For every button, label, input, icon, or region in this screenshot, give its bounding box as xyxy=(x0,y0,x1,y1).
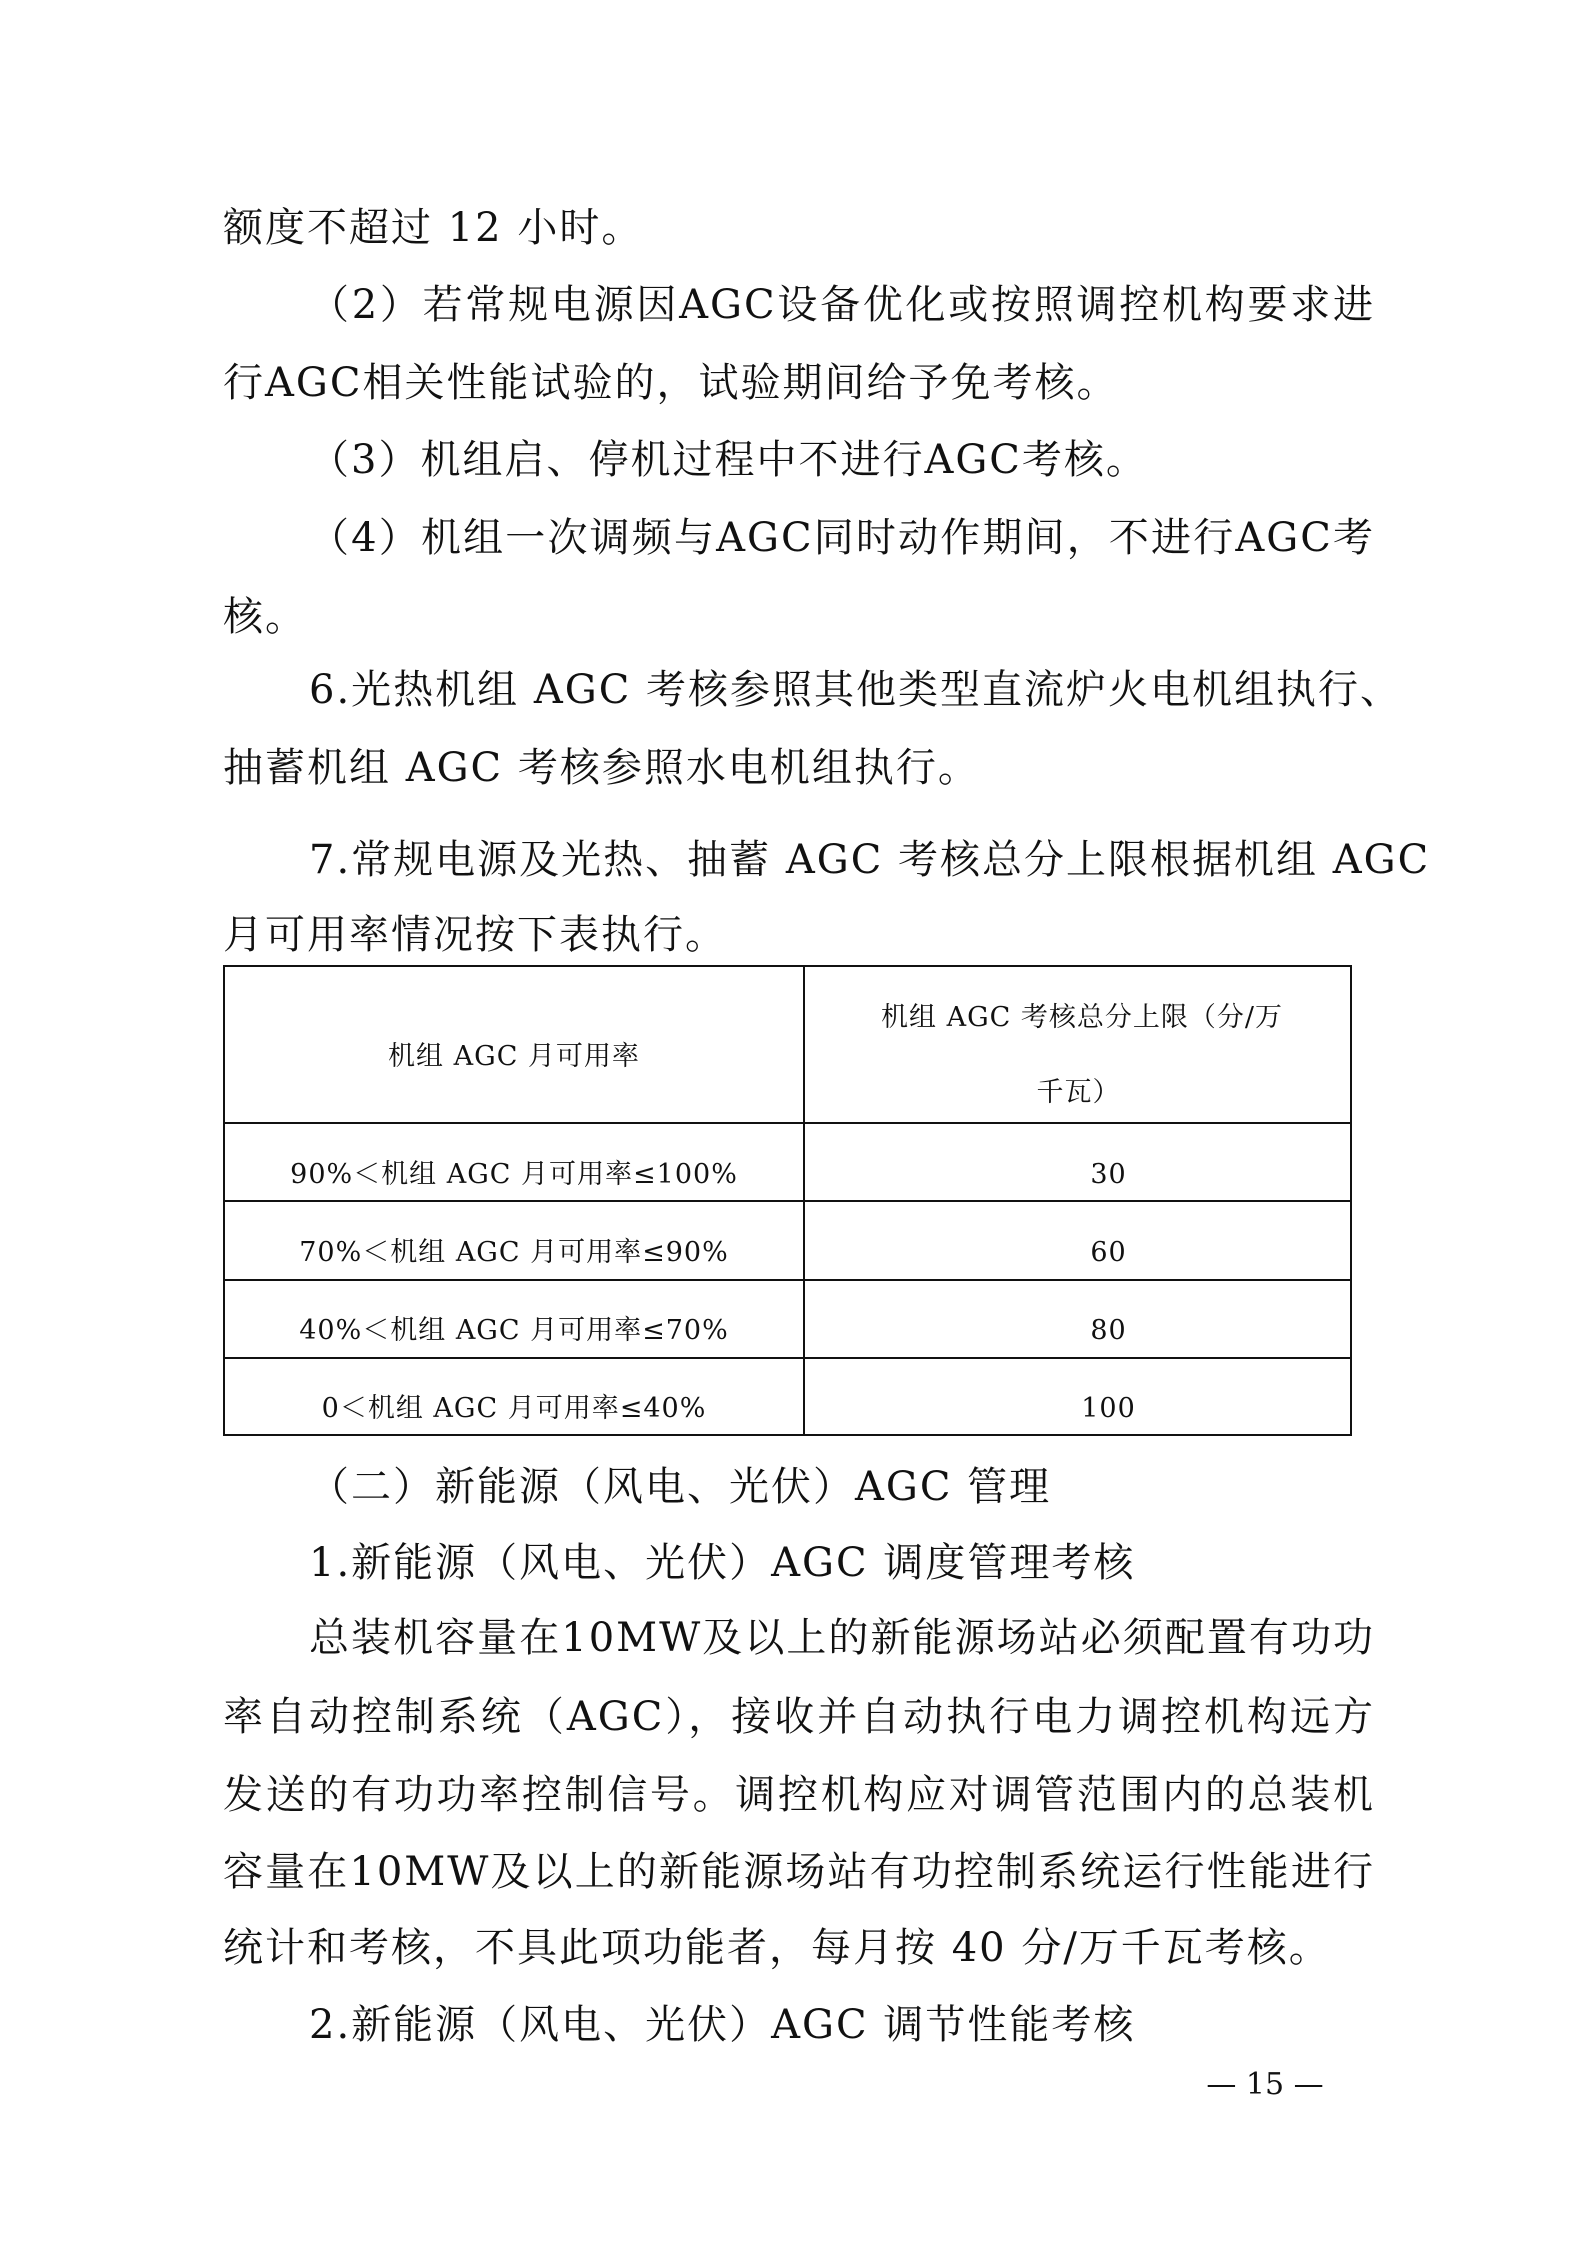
subsection-heading: 2.新能源（风电、光伏）AGC 调节性能考核 xyxy=(309,2002,1136,2048)
table-row-divider xyxy=(225,1200,1350,1202)
paragraph-line: 总装机容量在10MW及以上的新能源场站必须配置有功功 xyxy=(309,1615,1375,1661)
page-number: — 15 — xyxy=(1206,2067,1324,2102)
table-header-availability: 机组 AGC 月可用率 xyxy=(388,1041,640,1072)
table-row-divider xyxy=(225,1279,1350,1281)
paragraph-line: 额度不超过 12 小时。 xyxy=(223,205,644,251)
table-row-divider xyxy=(225,1357,1350,1359)
table-cell-limit: 100 xyxy=(1081,1393,1136,1424)
paragraph-line: 发送的有功功率控制信号。调控机构应对调管范围内的总装机 xyxy=(223,1772,1375,1818)
paragraph-line: 7.常规电源及光热、抽蓄 AGC 考核总分上限根据机组 AGC xyxy=(309,837,1431,883)
paragraph-line: 统计和考核，不具此项功能者，每月按 40 分/万千瓦考核。 xyxy=(223,1925,1331,1971)
paragraph-line: 容量在10MW及以上的新能源场站有功控制系统运行性能进行 xyxy=(223,1849,1375,1895)
table-cell-limit: 30 xyxy=(1090,1159,1127,1190)
table-cell-range: 0＜机组 AGC 月可用率≤40% xyxy=(321,1393,707,1424)
table-cell-limit: 60 xyxy=(1090,1237,1127,1268)
paragraph-line: 行AGC相关性能试验的，试验期间给予免考核。 xyxy=(223,360,1119,406)
paragraph-line: 月可用率情况按下表执行。 xyxy=(223,912,727,958)
table-cell-limit: 80 xyxy=(1090,1315,1127,1346)
table-row-divider xyxy=(225,1122,1350,1124)
subsection-heading: 1.新能源（风电、光伏）AGC 调度管理考核 xyxy=(309,1540,1136,1586)
section-heading: （二）新能源（风电、光伏）AGC 管理 xyxy=(309,1464,1052,1510)
paragraph-line: 率自动控制系统（AGC），接收并自动执行电力调控机构远方 xyxy=(223,1694,1375,1740)
paragraph-line: （4）机组一次调频与AGC同时动作期间，不进行AGC考 xyxy=(309,515,1375,561)
table-cell-range: 90%＜机组 AGC 月可用率≤100% xyxy=(290,1159,738,1190)
table-header-limit-line2: 千瓦） xyxy=(1036,1077,1121,1108)
table-cell-range: 70%＜机组 AGC 月可用率≤90% xyxy=(299,1237,729,1268)
paragraph-line: （3）机组启、停机过程中不进行AGC考核。 xyxy=(309,437,1148,483)
table-cell-range: 40%＜机组 AGC 月可用率≤70% xyxy=(299,1315,729,1346)
paragraph-line: 抽蓄机组 AGC 考核参照水电机组执行。 xyxy=(223,745,980,791)
paragraph-line: 6.光热机组 AGC 考核参照其他类型直流炉火电机组执行、 xyxy=(309,667,1403,713)
paragraph-line: 核。 xyxy=(223,594,307,640)
paragraph-line: （2）若常规电源因AGC设备优化或按照调控机构要求进 xyxy=(309,282,1375,328)
agc-limit-table xyxy=(223,965,1352,1436)
table-header-limit-line1: 机组 AGC 考核总分上限（分/万 xyxy=(881,1002,1283,1033)
